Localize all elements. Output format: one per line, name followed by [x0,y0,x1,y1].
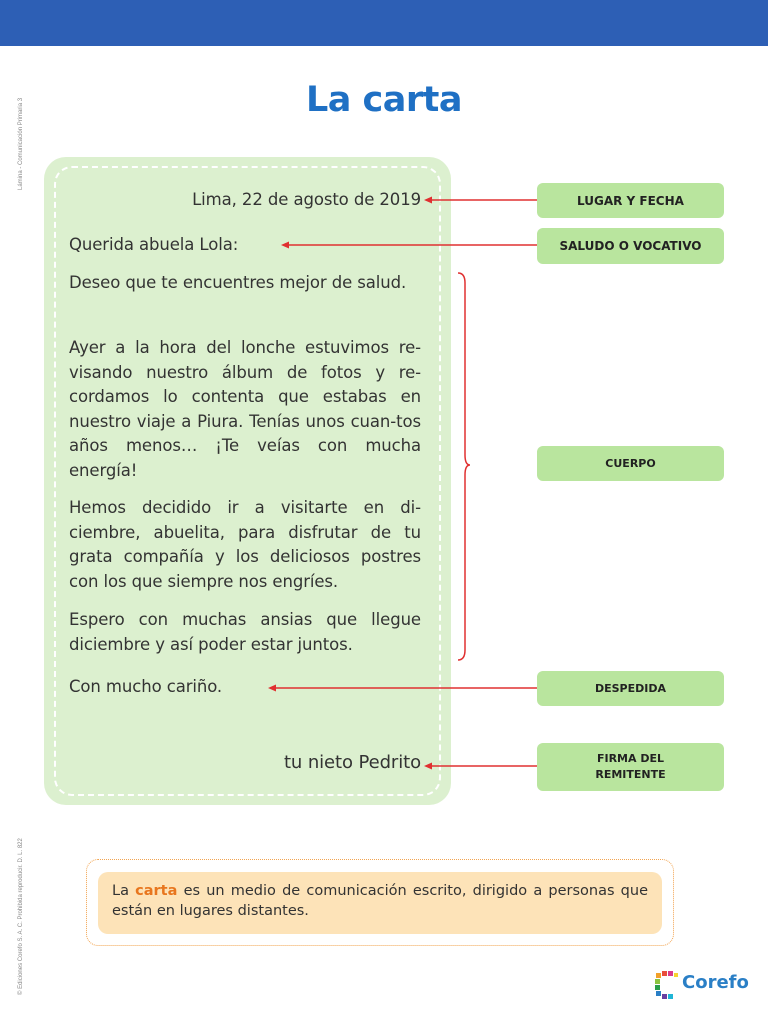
label-body: CUERPO [537,446,724,481]
arrowhead-icon [281,242,289,249]
label-signature-line1: FIRMA DEL [596,752,665,765]
letter-closing: Con mucho cariño. [69,677,223,696]
definition-box [98,872,662,934]
label-signature [537,743,724,791]
label-place-date: LUGAR Y FECHA [537,183,724,218]
label-closing: DESPEDIDA [537,671,724,706]
letter-body-paragraph: Deseo que te encuentres mejor de salud. [69,273,407,292]
definition-keyword: carta [135,883,178,899]
arrowhead-icon [424,763,432,770]
page-title: La carta [305,80,463,120]
side-caption-top: Lámina - Comunicación Primaria 3 [18,97,24,190]
arrowhead-icon [424,197,432,204]
corefo-logo-icon [654,970,680,1000]
label-greeting: SALUDO O VOCATIVO [537,228,724,264]
corefo-logo-text: Corefo [682,972,749,993]
body-brace-icon [458,273,470,660]
letter-body-paragraph: Ayer a la hora del lonche estuvimos re-visando nuestro álbum de fotos y re-cordamos lo contenta que estabas en nuestro viaje a Piura. Tenías unos cuan-tos años menos… ¡Te veías con mucha energía! [69,338,421,480]
letter-place-date: Lima, 22 de agosto de 2019 [192,190,421,209]
corefo-logo [654,970,754,1000]
definition-prefix: La [112,883,129,899]
letter-body-paragraph: Hemos decidido ir a visitarte en di-ciembre, abuelita, para disfrutar de tu grata compañía y los deliciosos postres con los que siempre nos engríes. [69,498,421,591]
side-caption-bottom: © Ediciones Corefo S. A. C. Prohibida reproducir. D. L. 822 [18,838,24,995]
letter-body-paragraph: Espero con muchas ansias que llegue diciembre y así poder estar juntos. [69,610,421,654]
arrowhead-icon [268,685,276,692]
letter-signature: tu nieto Pedrito [283,752,421,773]
label-signature-line2: REMITENTE [595,768,666,781]
definition-text: es un medio de comunicación escrito, dirigido a personas que están en lugares distantes. [112,883,648,919]
letter-greeting: Querida abuela Lola: [69,235,239,254]
